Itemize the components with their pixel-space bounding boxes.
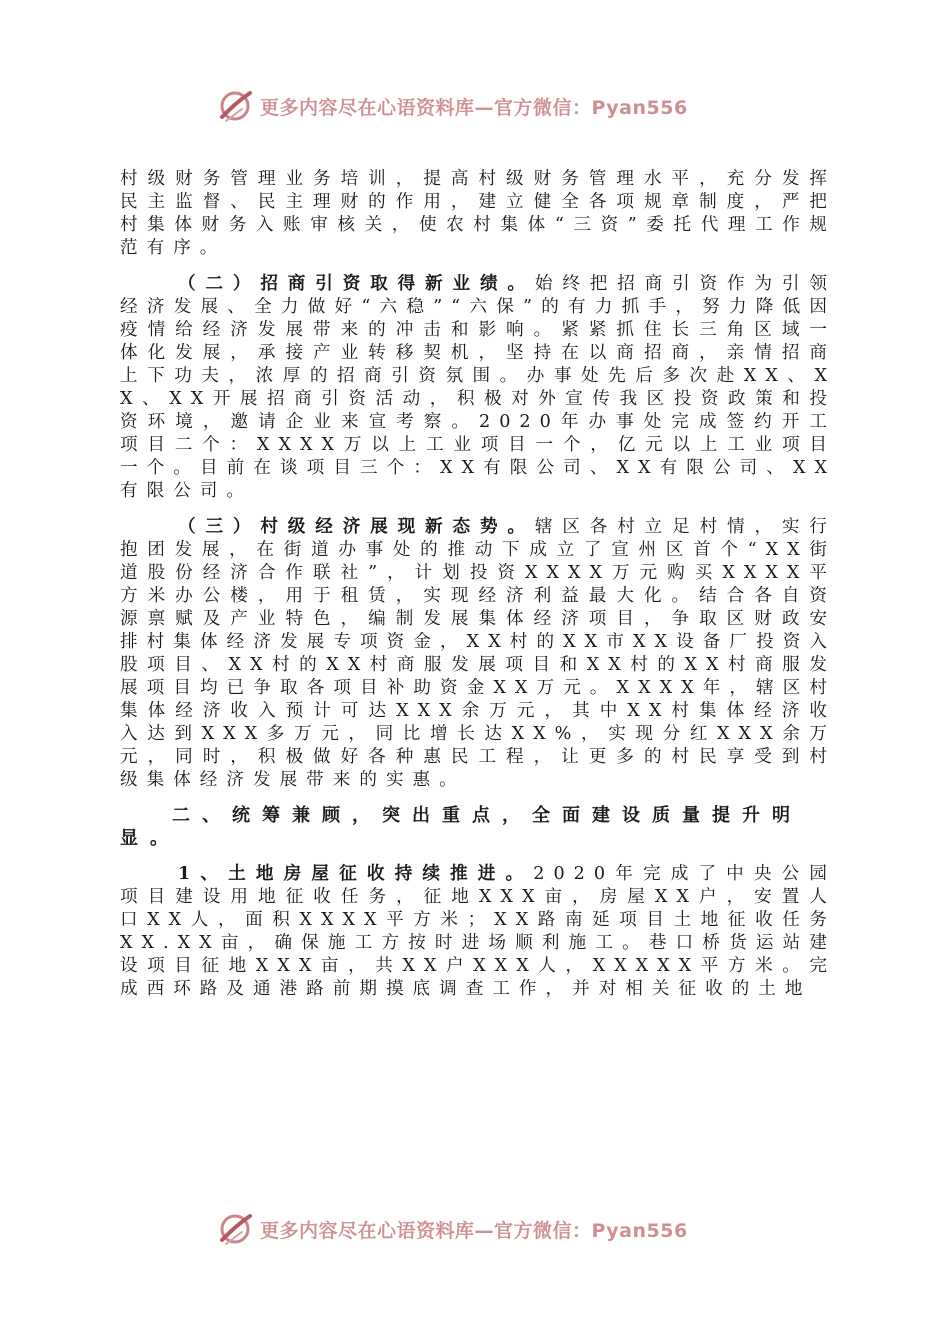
brush-logo-icon: [216, 1210, 254, 1248]
paragraph: 村级财务管理业务培训，提高村级财务管理水平，充分发挥民主监督、民主理财的作用，建立健全各项规章制度，严把村集体财务入账审核关，使农村集体“三资”委托代理工作规范有序。: [120, 169, 836, 258]
section-heading: 二、统筹兼顾，突出重点，全面建设质量提升明显。: [120, 805, 802, 849]
section-title: （三）村级经济展现新态势。: [178, 516, 535, 537]
brush-logo-icon: [216, 87, 254, 125]
watermark-footer: [216, 1209, 736, 1249]
document-body: [120, 168, 836, 1001]
watermark-text: 更多内容尽在心语资料库—官方微信：Pyan556: [260, 96, 688, 119]
paragraph-text: 辖区各村立足村情，实行抱团发展，在街道办事处的推动下成立了宣州区首个“XX街道股份经济合作联社”，计划投资XXXX万元购买XXXX平方米办公楼，用于租赁，实现经济利益最大化。结合各自资源禀赋及产业特色，编制发展集体经济项目，争取区财政安排村集体经济发展专项资金，XX村的XX市XX设备厂投资入股项目、XX村的XX村商服发展项目和XX村的XX村商服发展项目均已争取各项目补助资金XX万元。XXXX年，辖区村集体经济收入预计可达XXX余万元，其中XX村集体经济收入达到XXX多万元，同比增长达XX%，实现分红XXX余万元，同时，积极做好各种惠民工程，让更多的村民享受到村级集体经济发展带来的实惠。: [120, 517, 836, 790]
watermark-text: 更多内容尽在心语资料库—官方微信：Pyan556: [260, 1219, 688, 1242]
paragraph: [120, 272, 836, 503]
paragraph: [120, 862, 836, 1001]
paragraph: [120, 515, 836, 792]
paragraph-text: 始终把招商引资作为引领经济发展、全力做好“六稳”“六保”的有力抓手，努力降低因疫情给经济发展带来的冲击和影响。紧紧抓住长三角区域一体化发展，承接产业转移契机，坚持在以商招商，亲情招商上下功夫，浓厚的招商引资氛围。办事处先后多次赴XX、XX、XX开展招商引资活动，积极对外宣传我区投资政策和投资环境，邀请企业来宣考察。2020年办事处完成签约开工项目二个：XXXX万以上工业项目一个，亿元以上工业项目一个。目前在谈项目三个：XX有限公司、XX有限公司、XX有限公司。: [120, 274, 836, 501]
watermark-header: [216, 86, 736, 126]
section-title: （二）招商引资取得新业绩。: [178, 273, 535, 294]
section-title: 1、土地房屋征收持续推进。: [178, 863, 534, 884]
paragraph-text: 2020年完成了中央公园项目建设用地征收任务，征地XXX亩，房屋XX户，安置人口XX人，面积XXXX平方米；XX路南延项目土地征收任务XX.XX亩，确保施工方按时进场顺利施工。巷口桥货运站建设项目征地XXX亩，共XX户XXX人，XXXXX平方米。完成西环路及通港路前期摸底调查工作，并对相关征收的土地: [120, 864, 837, 999]
